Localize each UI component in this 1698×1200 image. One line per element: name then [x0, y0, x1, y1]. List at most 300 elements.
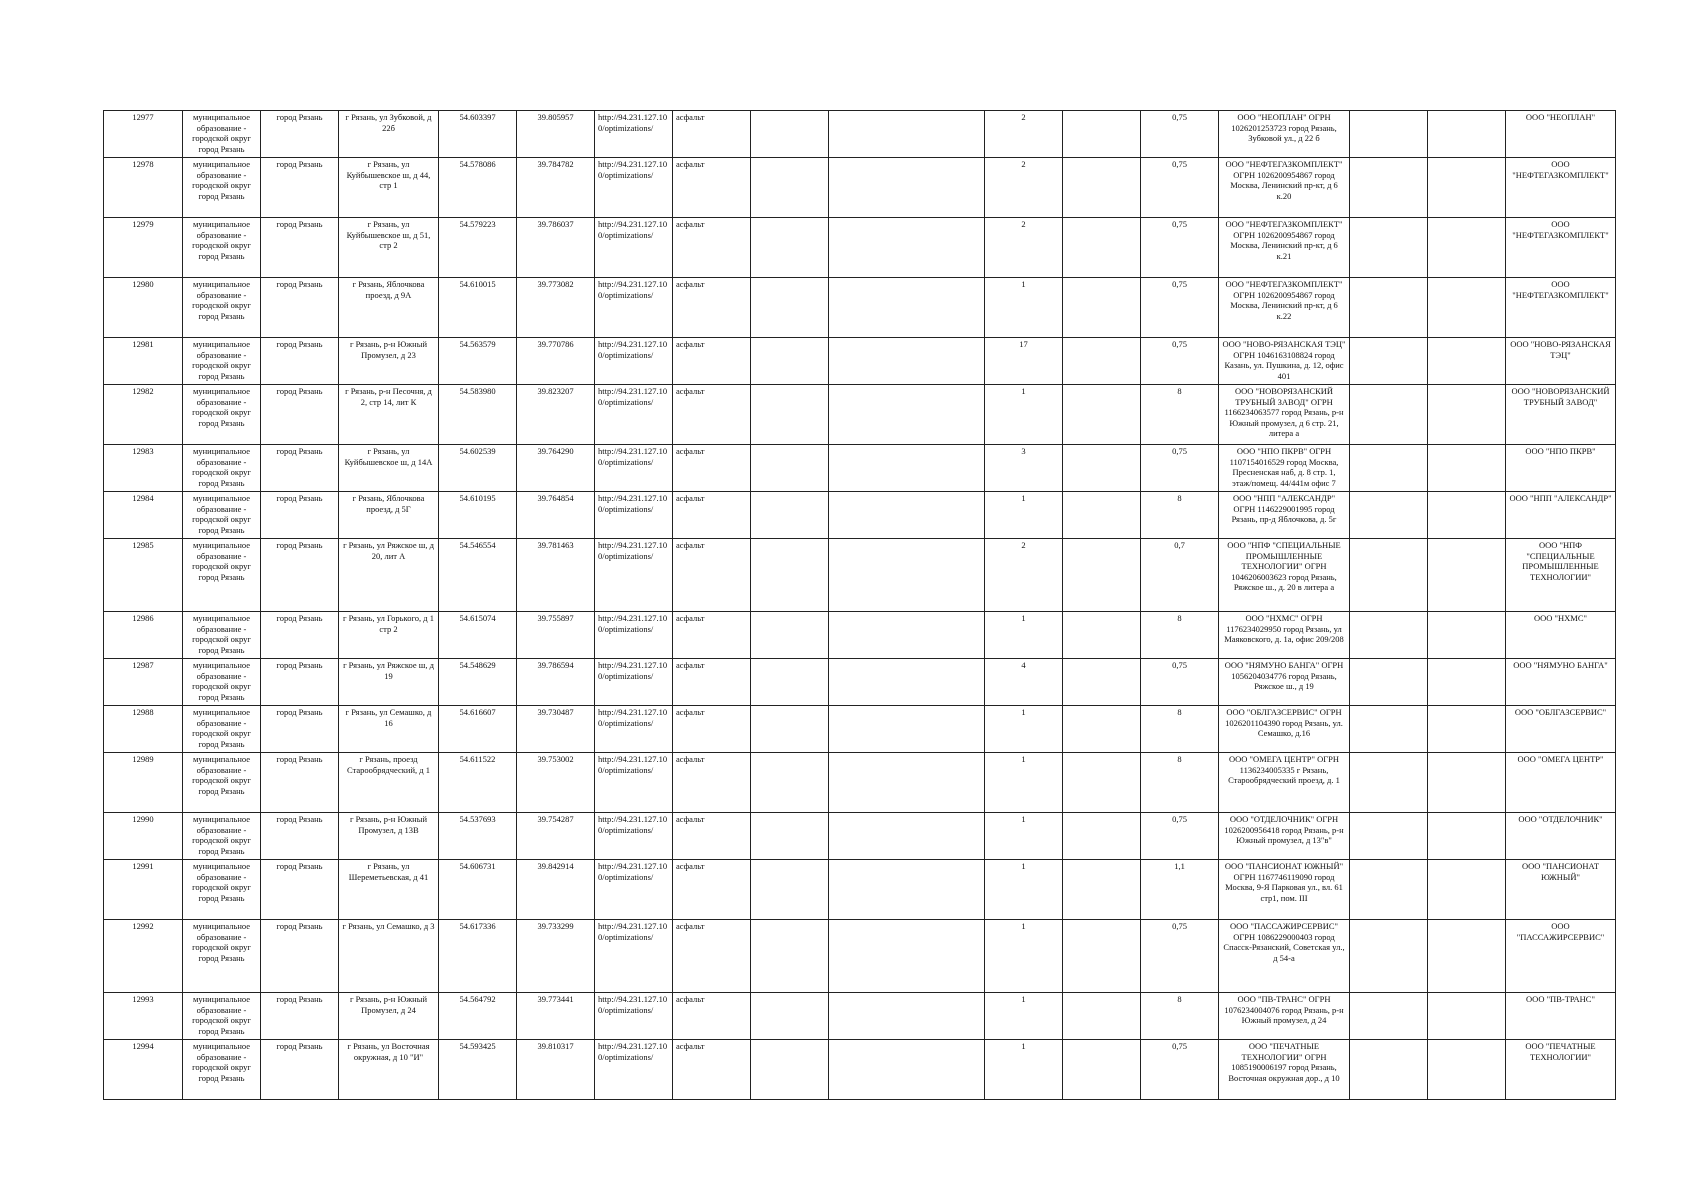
cell-container-count: 1 — [985, 1040, 1063, 1100]
table-row — [104, 218, 1616, 278]
cell-empty — [1350, 278, 1428, 338]
cell-container-count: 1 — [985, 860, 1063, 920]
table-row — [104, 753, 1616, 813]
cell-latitude: 54.537693 — [439, 813, 517, 860]
cell-id: 12990 — [104, 813, 183, 860]
cell-latitude: 54.602539 — [439, 445, 517, 492]
cell-empty — [1428, 539, 1506, 612]
cell-container-volume: 8 — [1141, 492, 1219, 539]
cell-longitude: 39.764854 — [517, 492, 595, 539]
cell-municipality: муниципальное образование - городской округ город Рязань — [183, 1040, 261, 1100]
cell-container-volume: 0,75 — [1141, 218, 1219, 278]
cell-url: http://94.231.127.100/optimizations/ — [595, 539, 673, 612]
cell-municipality: муниципальное образование - городской округ город Рязань — [183, 813, 261, 860]
table-row — [104, 385, 1616, 445]
cell-waste-source: ООО "НЕФТЕГАЗКОМПЛЕКТ" — [1506, 278, 1616, 338]
cell-surface: асфальт — [673, 753, 751, 813]
cell-municipality: муниципальное образование - городской округ город Рязань — [183, 753, 261, 813]
cell-latitude: 54.617336 — [439, 920, 517, 993]
cell-empty — [1428, 158, 1506, 218]
cell-empty — [1350, 218, 1428, 278]
cell-empty — [1350, 158, 1428, 218]
cell-empty — [1063, 111, 1141, 158]
cell-waste-source: ООО "ОБЛГАЗСЕРВИС" — [1506, 706, 1616, 753]
cell-url: http://94.231.127.100/optimizations/ — [595, 492, 673, 539]
cell-empty — [829, 278, 985, 338]
cell-empty — [1428, 659, 1506, 706]
cell-id: 12983 — [104, 445, 183, 492]
cell-empty — [1350, 385, 1428, 445]
cell-surface: асфальт — [673, 920, 751, 993]
waste-sites-table — [103, 110, 1616, 1100]
cell-empty — [751, 659, 829, 706]
cell-surface: асфальт — [673, 338, 751, 385]
cell-container-volume: 0,75 — [1141, 338, 1219, 385]
cell-empty — [829, 385, 985, 445]
cell-empty — [1350, 659, 1428, 706]
cell-container-count: 1 — [985, 278, 1063, 338]
cell-owner: ООО "НЕОПЛАН" ОГРН 1026201253723 город Рязань, Зубковой ул., д 22 б — [1219, 111, 1350, 158]
cell-empty — [829, 111, 985, 158]
cell-address: г Рязань, ул Куйбышевское ш, д 51, стр 2 — [339, 218, 439, 278]
cell-empty — [751, 445, 829, 492]
cell-container-volume: 0,75 — [1141, 445, 1219, 492]
cell-empty — [829, 158, 985, 218]
cell-empty — [829, 813, 985, 860]
cell-waste-source: ООО "НПО ПКРВ" — [1506, 445, 1616, 492]
cell-url: http://94.231.127.100/optimizations/ — [595, 813, 673, 860]
cell-address: г Рязань, ул Зубковой, д 22б — [339, 111, 439, 158]
cell-waste-source: ООО "ОМЕГА ЦЕНТР" — [1506, 753, 1616, 813]
cell-address: г Рязань, ул Шереметьевская, д 41 — [339, 860, 439, 920]
cell-latitude: 54.579223 — [439, 218, 517, 278]
cell-longitude: 39.770786 — [517, 338, 595, 385]
cell-waste-source: ООО "НОВО-РЯЗАНСКАЯ ТЭЦ" — [1506, 338, 1616, 385]
cell-container-volume: 8 — [1141, 385, 1219, 445]
cell-empty — [1428, 920, 1506, 993]
cell-empty — [1428, 612, 1506, 659]
cell-empty — [1063, 706, 1141, 753]
cell-owner: ООО "НЯМУНО БАНГА" ОГРН 1056204034776 город Рязань, Ряжское ш., д 19 — [1219, 659, 1350, 706]
cell-container-count: 1 — [985, 706, 1063, 753]
cell-empty — [751, 338, 829, 385]
cell-container-volume: 0,75 — [1141, 158, 1219, 218]
cell-latitude: 54.610195 — [439, 492, 517, 539]
cell-surface: асфальт — [673, 158, 751, 218]
cell-settlement: город Рязань — [261, 338, 339, 385]
cell-municipality: муниципальное образование - городской округ город Рязань — [183, 920, 261, 993]
cell-container-count: 4 — [985, 659, 1063, 706]
cell-container-count: 2 — [985, 111, 1063, 158]
cell-address: г Рязань, р-н Южный Промузел, д 24 — [339, 993, 439, 1040]
cell-settlement: город Рязань — [261, 445, 339, 492]
cell-owner: ООО "ПАНСИОНАТ ЮЖНЫЙ" ОГРН 1167746119090 город Москва, 9-Я Парковая ул., вл. 61 стр1, пом. III — [1219, 860, 1350, 920]
cell-waste-source: ООО "ПВ-ТРАНС" — [1506, 993, 1616, 1040]
cell-latitude: 54.583980 — [439, 385, 517, 445]
cell-empty — [1063, 753, 1141, 813]
cell-municipality: муниципальное образование - городской округ город Рязань — [183, 612, 261, 659]
cell-container-volume: 0,75 — [1141, 1040, 1219, 1100]
cell-surface: асфальт — [673, 111, 751, 158]
cell-empty — [1063, 1040, 1141, 1100]
cell-container-count: 3 — [985, 445, 1063, 492]
table-row — [104, 920, 1616, 993]
cell-url: http://94.231.127.100/optimizations/ — [595, 860, 673, 920]
cell-latitude: 54.611522 — [439, 753, 517, 813]
cell-settlement: город Рязань — [261, 1040, 339, 1100]
table-row — [104, 813, 1616, 860]
cell-waste-source: ООО "НЕОПЛАН" — [1506, 111, 1616, 158]
table-row — [104, 158, 1616, 218]
cell-settlement: город Рязань — [261, 993, 339, 1040]
cell-surface: асфальт — [673, 1040, 751, 1100]
cell-waste-source: ООО "ПАНСИОНАТ ЮЖНЫЙ" — [1506, 860, 1616, 920]
cell-settlement: город Рязань — [261, 706, 339, 753]
cell-empty — [1428, 753, 1506, 813]
cell-url: http://94.231.127.100/optimizations/ — [595, 753, 673, 813]
cell-address: г Рязань, ул Куйбышевское ш, д 44, стр 1 — [339, 158, 439, 218]
cell-surface: асфальт — [673, 659, 751, 706]
cell-address: г Рязань, ул Ряжское ш, д 19 — [339, 659, 439, 706]
cell-url: http://94.231.127.100/optimizations/ — [595, 218, 673, 278]
cell-municipality: муниципальное образование - городской округ город Рязань — [183, 218, 261, 278]
registry-sheet — [103, 110, 1612, 1100]
cell-address: г Рязань, ул Семашко, д 3 — [339, 920, 439, 993]
cell-id: 12980 — [104, 278, 183, 338]
cell-empty — [1428, 1040, 1506, 1100]
cell-waste-source: ООО "НПП "АЛЕКСАНДР" — [1506, 492, 1616, 539]
cell-address: г Рязань, ул Семашко, д 16 — [339, 706, 439, 753]
cell-empty — [1350, 813, 1428, 860]
cell-empty — [1350, 338, 1428, 385]
cell-empty — [1350, 445, 1428, 492]
cell-empty — [1063, 158, 1141, 218]
cell-address: г Рязань, ул Восточная окружная, д 10 "И" — [339, 1040, 439, 1100]
cell-municipality: муниципальное образование - городской округ город Рязань — [183, 445, 261, 492]
cell-container-count: 17 — [985, 338, 1063, 385]
cell-url: http://94.231.127.100/optimizations/ — [595, 445, 673, 492]
cell-waste-source: ООО "НХМС" — [1506, 612, 1616, 659]
cell-empty — [751, 1040, 829, 1100]
cell-longitude: 39.784782 — [517, 158, 595, 218]
cell-owner: ООО "ОМЕГА ЦЕНТР" ОГРН 1136234005335 г Рязань, Старообрядческий проезд, д. 1 — [1219, 753, 1350, 813]
cell-empty — [751, 539, 829, 612]
cell-url: http://94.231.127.100/optimizations/ — [595, 920, 673, 993]
cell-address: г Рязань, ул Горького, д 1 стр 2 — [339, 612, 439, 659]
cell-longitude: 39.764290 — [517, 445, 595, 492]
cell-id: 12977 — [104, 111, 183, 158]
cell-latitude: 54.563579 — [439, 338, 517, 385]
cell-empty — [751, 860, 829, 920]
cell-container-count: 2 — [985, 218, 1063, 278]
cell-url: http://94.231.127.100/optimizations/ — [595, 385, 673, 445]
cell-empty — [1428, 706, 1506, 753]
cell-empty — [1428, 492, 1506, 539]
cell-owner: ООО "НЕФТЕГАЗКОМПЛЕКТ" ОГРН 1026200954867 город Москва, Ленинский пр-кт, д 6 к.22 — [1219, 278, 1350, 338]
cell-address: г Рязань, р-н Песочня, д 2, стр 14, лит К — [339, 385, 439, 445]
cell-empty — [829, 612, 985, 659]
cell-latitude: 54.616607 — [439, 706, 517, 753]
table-row — [104, 993, 1616, 1040]
cell-settlement: город Рязань — [261, 111, 339, 158]
cell-latitude: 54.603397 — [439, 111, 517, 158]
cell-surface: асфальт — [673, 445, 751, 492]
table-row — [104, 659, 1616, 706]
cell-settlement: город Рязань — [261, 920, 339, 993]
cell-empty — [1428, 993, 1506, 1040]
cell-empty — [1428, 813, 1506, 860]
cell-empty — [1428, 860, 1506, 920]
table-row — [104, 278, 1616, 338]
cell-address: г Рязань, р-н Южный Промузел, д 13В — [339, 813, 439, 860]
cell-municipality: муниципальное образование - городской округ город Рязань — [183, 539, 261, 612]
cell-empty — [829, 218, 985, 278]
cell-empty — [1063, 385, 1141, 445]
cell-owner: ООО "ПВ-ТРАНС" ОГРН 1076234004076 город Рязань, р-н Южный промузел, д 24 — [1219, 993, 1350, 1040]
cell-empty — [1063, 920, 1141, 993]
cell-empty — [751, 218, 829, 278]
cell-address: г Рязань, проезд Старообрядческий, д 1 — [339, 753, 439, 813]
cell-municipality: муниципальное образование - городской округ город Рязань — [183, 278, 261, 338]
cell-empty — [829, 920, 985, 993]
cell-municipality: муниципальное образование - городской округ город Рязань — [183, 706, 261, 753]
cell-empty — [829, 753, 985, 813]
cell-container-volume: 0,75 — [1141, 920, 1219, 993]
cell-id: 12989 — [104, 753, 183, 813]
cell-owner: ООО "НПП "АЛЕКСАНДР" ОГРН 1146229001995 город Рязань, пр-д Яблочкова, д. 5г — [1219, 492, 1350, 539]
cell-settlement: город Рязань — [261, 612, 339, 659]
cell-waste-source: ООО "НЯМУНО БАНГА" — [1506, 659, 1616, 706]
table-row — [104, 539, 1616, 612]
cell-container-count: 1 — [985, 753, 1063, 813]
cell-municipality: муниципальное образование - городской округ город Рязань — [183, 385, 261, 445]
cell-url: http://94.231.127.100/optimizations/ — [595, 278, 673, 338]
cell-address: г Рязань, Яблочкова проезд, д 5Г — [339, 492, 439, 539]
cell-owner: ООО "НПО ПКРВ" ОГРН 1107154016529 город Москва, Пресненская наб, д. 8 стр. 1, этаж/помещ. 44/441м офис 7 — [1219, 445, 1350, 492]
cell-empty — [1063, 539, 1141, 612]
cell-container-volume: 0,75 — [1141, 659, 1219, 706]
cell-longitude: 39.810317 — [517, 1040, 595, 1100]
cell-empty — [751, 813, 829, 860]
cell-longitude: 39.786037 — [517, 218, 595, 278]
cell-id: 12981 — [104, 338, 183, 385]
cell-empty — [829, 539, 985, 612]
cell-empty — [751, 612, 829, 659]
cell-longitude: 39.730487 — [517, 706, 595, 753]
cell-longitude: 39.842914 — [517, 860, 595, 920]
cell-address: г Рязань, ул Куйбышевское ш, д 14А — [339, 445, 439, 492]
cell-latitude: 54.578086 — [439, 158, 517, 218]
cell-settlement: город Рязань — [261, 385, 339, 445]
cell-id: 12987 — [104, 659, 183, 706]
cell-owner: ООО "ПАССАЖИРСЕРВИС" ОГРН 1086229000403 город Спасск-Рязанский, Советская ул., д 54-а — [1219, 920, 1350, 993]
table-row — [104, 1040, 1616, 1100]
cell-owner: ООО "ОТДЕЛОЧНИК" ОГРН 1026200956418 город Рязань, р-н Южный промузел, д 13"в" — [1219, 813, 1350, 860]
cell-empty — [1350, 539, 1428, 612]
cell-id: 12993 — [104, 993, 183, 1040]
cell-empty — [751, 492, 829, 539]
cell-waste-source: ООО "НОВОРЯЗАНСКИЙ ТРУБНЫЙ ЗАВОД" — [1506, 385, 1616, 445]
cell-settlement: город Рязань — [261, 539, 339, 612]
cell-settlement: город Рязань — [261, 492, 339, 539]
cell-waste-source: ООО "ПЕЧАТНЫЕ ТЕХНОЛОГИИ" — [1506, 1040, 1616, 1100]
cell-empty — [1428, 445, 1506, 492]
cell-municipality: муниципальное образование - городской округ город Рязань — [183, 492, 261, 539]
cell-container-volume: 8 — [1141, 753, 1219, 813]
cell-container-count: 1 — [985, 612, 1063, 659]
cell-empty — [829, 659, 985, 706]
cell-municipality: муниципальное образование - городской округ город Рязань — [183, 338, 261, 385]
cell-surface: асфальт — [673, 492, 751, 539]
table-row — [104, 111, 1616, 158]
cell-url: http://94.231.127.100/optimizations/ — [595, 993, 673, 1040]
cell-id: 12992 — [104, 920, 183, 993]
cell-settlement: город Рязань — [261, 813, 339, 860]
cell-container-volume: 0,7 — [1141, 539, 1219, 612]
cell-empty — [829, 706, 985, 753]
cell-container-volume: 0,75 — [1141, 278, 1219, 338]
cell-surface: асфальт — [673, 612, 751, 659]
cell-empty — [829, 860, 985, 920]
cell-waste-source: ООО "НЕФТЕГАЗКОМПЛЕКТ" — [1506, 158, 1616, 218]
cell-url: http://94.231.127.100/optimizations/ — [595, 659, 673, 706]
cell-id: 12986 — [104, 612, 183, 659]
cell-empty — [751, 385, 829, 445]
cell-longitude: 39.823207 — [517, 385, 595, 445]
cell-empty — [829, 492, 985, 539]
table-row — [104, 492, 1616, 539]
cell-surface: асфальт — [673, 706, 751, 753]
cell-container-count: 2 — [985, 539, 1063, 612]
cell-settlement: город Рязань — [261, 753, 339, 813]
cell-empty — [1350, 612, 1428, 659]
cell-container-volume: 0,75 — [1141, 111, 1219, 158]
cell-empty — [1350, 993, 1428, 1040]
cell-container-count: 1 — [985, 920, 1063, 993]
cell-empty — [1350, 111, 1428, 158]
cell-owner: ООО "НЕФТЕГАЗКОМПЛЕКТ" ОГРН 1026200954867 город Москва, Ленинский пр-кт, д 6 к.21 — [1219, 218, 1350, 278]
cell-longitude: 39.754287 — [517, 813, 595, 860]
cell-container-volume: 8 — [1141, 993, 1219, 1040]
cell-address: г Рязань, Яблочкова проезд, д 9А — [339, 278, 439, 338]
cell-longitude: 39.733299 — [517, 920, 595, 993]
cell-empty — [751, 111, 829, 158]
cell-municipality: муниципальное образование - городской округ город Рязань — [183, 158, 261, 218]
cell-empty — [1063, 218, 1141, 278]
cell-empty — [1063, 338, 1141, 385]
cell-latitude: 54.593425 — [439, 1040, 517, 1100]
cell-surface: асфальт — [673, 278, 751, 338]
table-row — [104, 338, 1616, 385]
cell-longitude: 39.755897 — [517, 612, 595, 659]
cell-surface: асфальт — [673, 860, 751, 920]
cell-empty — [1350, 920, 1428, 993]
cell-surface: асфальт — [673, 813, 751, 860]
cell-empty — [1063, 860, 1141, 920]
cell-url: http://94.231.127.100/optimizations/ — [595, 158, 673, 218]
cell-id: 12994 — [104, 1040, 183, 1100]
table-row — [104, 445, 1616, 492]
cell-municipality: муниципальное образование - городской округ город Рязань — [183, 993, 261, 1040]
cell-empty — [1063, 813, 1141, 860]
cell-container-count: 1 — [985, 993, 1063, 1040]
cell-owner: ООО "ПЕЧАТНЫЕ ТЕХНОЛОГИИ" ОГРН 1085190006197 город Рязань, Восточная окружная дор., д 10 — [1219, 1040, 1350, 1100]
cell-surface: асфальт — [673, 218, 751, 278]
cell-id: 12991 — [104, 860, 183, 920]
cell-municipality: муниципальное образование - городской округ город Рязань — [183, 111, 261, 158]
cell-id: 12984 — [104, 492, 183, 539]
cell-longitude: 39.786594 — [517, 659, 595, 706]
cell-url: http://94.231.127.100/optimizations/ — [595, 612, 673, 659]
cell-settlement: город Рязань — [261, 860, 339, 920]
table-row — [104, 706, 1616, 753]
cell-empty — [751, 278, 829, 338]
cell-empty — [1350, 860, 1428, 920]
cell-container-volume: 8 — [1141, 612, 1219, 659]
cell-empty — [829, 445, 985, 492]
cell-container-volume: 8 — [1141, 706, 1219, 753]
cell-empty — [751, 920, 829, 993]
cell-empty — [751, 993, 829, 1040]
cell-empty — [751, 706, 829, 753]
cell-longitude: 39.781463 — [517, 539, 595, 612]
cell-empty — [829, 993, 985, 1040]
cell-latitude: 54.610015 — [439, 278, 517, 338]
table-row — [104, 612, 1616, 659]
cell-url: http://94.231.127.100/optimizations/ — [595, 338, 673, 385]
cell-owner: ООО "НОВО-РЯЗАНСКАЯ ТЭЦ" ОГРН 1046163108824 город Казань, ул. Пушкина, д. 12, офис 401 — [1219, 338, 1350, 385]
cell-container-count: 2 — [985, 158, 1063, 218]
cell-empty — [1350, 706, 1428, 753]
cell-empty — [1063, 993, 1141, 1040]
cell-latitude: 54.546554 — [439, 539, 517, 612]
cell-empty — [751, 158, 829, 218]
cell-container-volume: 1,1 — [1141, 860, 1219, 920]
cell-empty — [1063, 612, 1141, 659]
cell-empty — [1063, 492, 1141, 539]
cell-id: 12985 — [104, 539, 183, 612]
cell-longitude: 39.753002 — [517, 753, 595, 813]
cell-empty — [1428, 338, 1506, 385]
cell-surface: асфальт — [673, 993, 751, 1040]
cell-surface: асфальт — [673, 385, 751, 445]
cell-empty — [1428, 278, 1506, 338]
cell-latitude: 54.615074 — [439, 612, 517, 659]
cell-waste-source: ООО "ПАССАЖИРСЕРВИС" — [1506, 920, 1616, 993]
cell-empty — [829, 338, 985, 385]
cell-id: 12978 — [104, 158, 183, 218]
cell-url: http://94.231.127.100/optimizations/ — [595, 706, 673, 753]
cell-longitude: 39.773082 — [517, 278, 595, 338]
cell-address: г Рязань, р-н Южный Промузел, д 23 — [339, 338, 439, 385]
cell-municipality: муниципальное образование - городской округ город Рязань — [183, 860, 261, 920]
cell-waste-source: ООО "ОТДЕЛОЧНИК" — [1506, 813, 1616, 860]
cell-empty — [751, 753, 829, 813]
cell-owner: ООО "НЕФТЕГАЗКОМПЛЕКТ" ОГРН 1026200954867 город Москва, Ленинский пр-кт, д 6 к.20 — [1219, 158, 1350, 218]
cell-waste-source: ООО "НПФ "СПЕЦИАЛЬНЫЕ ПРОМЫШЛЕННЫЕ ТЕХНОЛОГИИ" — [1506, 539, 1616, 612]
cell-owner: ООО "НПФ "СПЕЦИАЛЬНЫЕ ПРОМЫШЛЕННЫЕ ТЕХНОЛОГИИ" ОГРН 1046206003623 город Рязань, Ряжское ш., д. 20 в литера а — [1219, 539, 1350, 612]
cell-longitude: 39.773441 — [517, 993, 595, 1040]
cell-owner: ООО "НОВОРЯЗАНСКИЙ ТРУБНЫЙ ЗАВОД" ОГРН 1166234063577 город Рязань, р-н Южный промузел, д 6 стр. 21, литера а — [1219, 385, 1350, 445]
cell-settlement: город Рязань — [261, 218, 339, 278]
cell-waste-source: ООО "НЕФТЕГАЗКОМПЛЕКТ" — [1506, 218, 1616, 278]
cell-container-count: 1 — [985, 813, 1063, 860]
cell-empty — [1350, 1040, 1428, 1100]
cell-id: 12988 — [104, 706, 183, 753]
cell-empty — [1350, 492, 1428, 539]
cell-settlement: город Рязань — [261, 278, 339, 338]
cell-empty — [829, 1040, 985, 1100]
